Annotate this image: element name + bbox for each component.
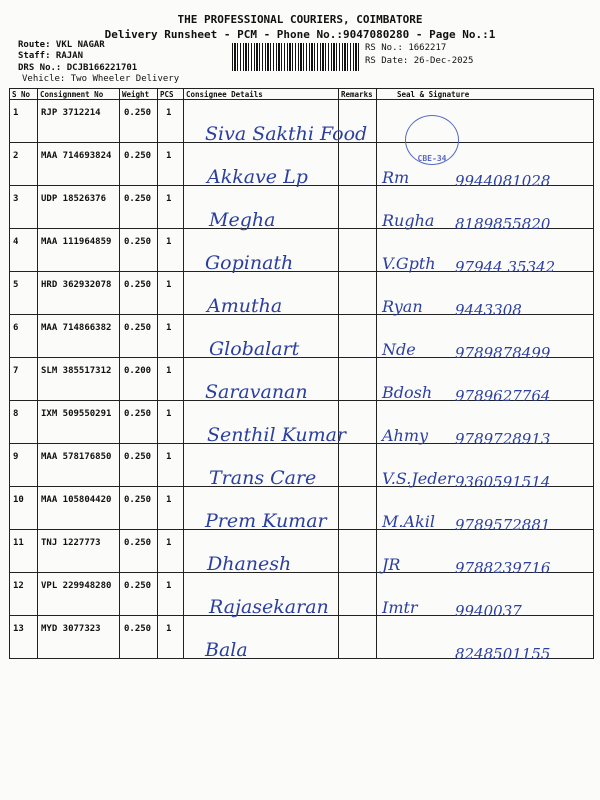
row-consignment-no-text: RJP 3712214 — [41, 108, 101, 118]
row-pcs — [158, 315, 184, 358]
handwritten-phone-number: 9443308 — [455, 301, 522, 319]
row-sno-text: 4 — [13, 237, 19, 247]
row-sno-text: 11 — [13, 538, 24, 548]
row-remarks-cell — [339, 272, 377, 315]
row-weight-text: 0.250 — [124, 409, 152, 419]
row-sno-text: 2 — [13, 151, 19, 161]
row-pcs — [158, 143, 184, 186]
handwritten-signature: JR — [382, 555, 401, 574]
row-consignment-no — [38, 143, 120, 186]
row-remarks-cell — [339, 616, 377, 659]
row-pcs — [158, 616, 184, 659]
row-sno-text: 1 — [13, 108, 19, 118]
row-sno-text: 8 — [13, 409, 19, 419]
row-consignment-no-text: MAA 105804420 — [41, 495, 112, 505]
row-sno — [10, 358, 38, 401]
handwritten-consignee-name: Dhanesh — [207, 553, 292, 575]
handwritten-phone-number: 9940037 — [455, 602, 522, 620]
row-consignment-no-text: MAA 111964859 — [41, 237, 112, 247]
row-sno — [10, 315, 38, 358]
row-sno-text: 10 — [13, 495, 24, 505]
row-consignment-no — [38, 186, 120, 229]
row-sno — [10, 186, 38, 229]
row-remarks-cell — [339, 573, 377, 616]
row-pcs-text: 1 — [166, 581, 172, 591]
row-remarks-cell — [339, 444, 377, 487]
row-sno — [10, 487, 38, 530]
row-sno — [10, 272, 38, 315]
handwritten-signature: Imtr — [382, 598, 418, 617]
row-weight — [120, 229, 158, 272]
seal-stamp — [405, 115, 459, 165]
vehicle-text: Vehicle: Two Wheeler Delivery — [22, 74, 180, 84]
row-pcs — [158, 444, 184, 487]
row-pcs-text: 1 — [166, 366, 172, 376]
handwritten-consignee-name: Gopinath — [205, 252, 294, 274]
row-weight-text: 0.250 — [124, 108, 152, 118]
handwritten-consignee-name: Trans Care — [209, 467, 317, 489]
row-consignment-no — [38, 530, 120, 573]
row-sno — [10, 444, 38, 487]
row-consignment-no — [38, 616, 120, 659]
row-pcs-text: 1 — [166, 624, 172, 634]
handwritten-consignee-name: Akkave Lp — [207, 166, 308, 188]
handwritten-signature: Rm — [382, 168, 410, 187]
handwritten-phone-number: 9789572881 — [455, 516, 551, 534]
row-consignment-no-text: IXM 509550291 — [41, 409, 112, 419]
row-consignment-no-text: MAA 714866382 — [41, 323, 112, 333]
col-header-remarks: Remarks — [339, 89, 377, 100]
row-sno-text: 3 — [13, 194, 19, 204]
col-header-signature: Seal & Signature — [377, 89, 594, 100]
row-pcs — [158, 487, 184, 530]
handwritten-consignee-name: Saravanan — [205, 381, 308, 403]
row-consignment-no-text: HRD 362932078 — [41, 280, 112, 290]
row-pcs-text: 1 — [166, 194, 172, 204]
col-header-consignee: Consignee Details — [184, 89, 339, 100]
row-weight-text: 0.250 — [124, 624, 152, 634]
row-consignment-no — [38, 272, 120, 315]
row-weight-text: 0.250 — [124, 452, 152, 462]
row-weight — [120, 100, 158, 143]
row-weight — [120, 315, 158, 358]
handwritten-phone-number: 9789878499 — [455, 344, 551, 362]
row-pcs-text: 1 — [166, 495, 172, 505]
row-sno — [10, 143, 38, 186]
row-consignment-no — [38, 358, 120, 401]
row-pcs-text: 1 — [166, 323, 172, 333]
handwritten-phone-number: 9944081028 — [455, 172, 551, 190]
row-weight-text: 0.250 — [124, 581, 152, 591]
row-pcs-text: 1 — [166, 237, 172, 247]
company-title: THE PROFESSIONAL COURIERS, COIMBATORE — [177, 13, 423, 26]
handwritten-consignee-name: Globalart — [209, 338, 300, 360]
row-weight-text: 0.250 — [124, 280, 152, 290]
seal-stamp-text: CBE-34 — [417, 154, 447, 163]
runsheet-subtitle: Delivery Runsheet - PCM - Phone No.:9047080280 - Page No.:1 — [104, 28, 496, 41]
row-weight-text: 0.250 — [124, 151, 152, 161]
col-header-sno: S No — [10, 89, 38, 100]
row-pcs — [158, 358, 184, 401]
row-sno-text: 7 — [13, 366, 19, 376]
row-consignment-no — [38, 229, 120, 272]
handwritten-phone-number: 9789728913 — [455, 430, 551, 448]
row-pcs-text: 1 — [166, 151, 172, 161]
row-pcs — [158, 100, 184, 143]
handwritten-signature: M.Akil — [382, 512, 435, 531]
barcode-image — [232, 43, 360, 71]
handwritten-phone-number: 8189855820 — [455, 215, 551, 233]
row-remarks-cell — [339, 315, 377, 358]
handwritten-consignee-name: Amutha — [207, 295, 283, 317]
row-consignment-no-text: UDP 18526376 — [41, 194, 107, 204]
row-weight-text: 0.250 — [124, 194, 152, 204]
row-consignment-no-text: MYD 3077323 — [41, 624, 101, 634]
row-consignment-no-text: MAA 714693824 — [41, 151, 112, 161]
row-weight-text: 0.250 — [124, 495, 152, 505]
row-sno — [10, 530, 38, 573]
handwritten-signature: Ryan — [382, 297, 423, 316]
row-consignment-no — [38, 444, 120, 487]
handwritten-consignee-name: Senthil Kumar — [207, 424, 347, 446]
row-sno-text: 9 — [13, 452, 19, 462]
handwritten-consignee-name: Bala — [205, 639, 248, 661]
row-consignment-no-text: TNJ 1227773 — [41, 538, 101, 548]
row-consignment-no-text: SLM 385517312 — [41, 366, 112, 376]
staff-text: Staff: RAJAN — [18, 51, 84, 61]
rs-date: RS Date: 26-Dec-2025 — [365, 56, 474, 66]
row-pcs-text: 1 — [166, 452, 172, 462]
row-pcs — [158, 272, 184, 315]
row-remarks-cell — [339, 143, 377, 186]
row-pcs-text: 1 — [166, 538, 172, 548]
row-consignment-no — [38, 401, 120, 444]
route-text: Route: VKL NAGAR — [18, 40, 105, 50]
row-sno-text: 5 — [13, 280, 19, 290]
row-pcs — [158, 186, 184, 229]
row-weight-text: 0.200 — [124, 366, 152, 376]
handwritten-signature: Rugha — [382, 211, 435, 230]
col-header-pcs: PCS — [158, 89, 184, 100]
row-pcs — [158, 401, 184, 444]
row-remarks-cell — [339, 530, 377, 573]
handwritten-consignee-name: Megha — [209, 209, 276, 231]
rs-number: RS No.: 1662217 — [365, 43, 447, 53]
handwritten-consignee-name: Prem Kumar — [205, 510, 327, 532]
row-weight — [120, 401, 158, 444]
row-pcs — [158, 229, 184, 272]
row-pcs — [158, 530, 184, 573]
handwritten-phone-number: 8248501155 — [455, 645, 551, 663]
row-remarks-cell — [339, 487, 377, 530]
row-pcs-text: 1 — [166, 409, 172, 419]
row-consignment-no-text: VPL 229948280 — [41, 581, 112, 591]
handwritten-phone-number: 9360591514 — [455, 473, 551, 491]
row-sno-text: 6 — [13, 323, 19, 333]
row-sno — [10, 100, 38, 143]
handwritten-phone-number: 97944 35342 — [455, 258, 556, 276]
row-remarks-cell — [339, 186, 377, 229]
row-weight — [120, 444, 158, 487]
row-sno — [10, 401, 38, 444]
row-consignment-no — [38, 487, 120, 530]
handwritten-consignee-name: Rajasekaran — [209, 596, 329, 618]
drs-number: DRS No.: DCJB166221701 — [18, 63, 138, 73]
row-pcs — [158, 573, 184, 616]
row-sno — [10, 229, 38, 272]
row-weight-text: 0.250 — [124, 538, 152, 548]
row-weight — [120, 272, 158, 315]
row-weight — [120, 530, 158, 573]
row-consignment-no-text: MAA 578176850 — [41, 452, 112, 462]
row-weight — [120, 358, 158, 401]
handwritten-signature: V.S.Jeder — [382, 469, 455, 488]
row-weight — [120, 573, 158, 616]
row-weight — [120, 487, 158, 530]
handwritten-phone-number: 9788239716 — [455, 559, 551, 577]
col-header-weight: Weight — [120, 89, 158, 100]
row-consignment-no — [38, 100, 120, 143]
row-sno — [10, 616, 38, 659]
row-remarks-cell — [339, 229, 377, 272]
handwritten-phone-number: 9789627764 — [455, 387, 551, 405]
handwritten-signature: Bdosh — [382, 383, 433, 402]
row-sno-text: 13 — [13, 624, 24, 634]
row-weight — [120, 616, 158, 659]
table-header-row — [10, 89, 594, 100]
row-remarks-cell — [339, 358, 377, 401]
row-weight — [120, 186, 158, 229]
row-pcs-text: 1 — [166, 108, 172, 118]
handwritten-signature: Ahmy — [382, 426, 429, 445]
row-consignment-no — [38, 573, 120, 616]
row-sno — [10, 573, 38, 616]
handwritten-consignee-name: Siva Sakthi Food — [205, 123, 368, 145]
row-consignment-no — [38, 315, 120, 358]
handwritten-signature: Nde — [382, 340, 416, 359]
row-weight — [120, 143, 158, 186]
row-pcs-text: 1 — [166, 280, 172, 290]
row-sno-text: 12 — [13, 581, 24, 591]
row-weight-text: 0.250 — [124, 323, 152, 333]
handwritten-signature: V.Gpth — [382, 254, 436, 273]
col-header-consignment: Consignment No — [38, 89, 120, 100]
row-weight-text: 0.250 — [124, 237, 152, 247]
